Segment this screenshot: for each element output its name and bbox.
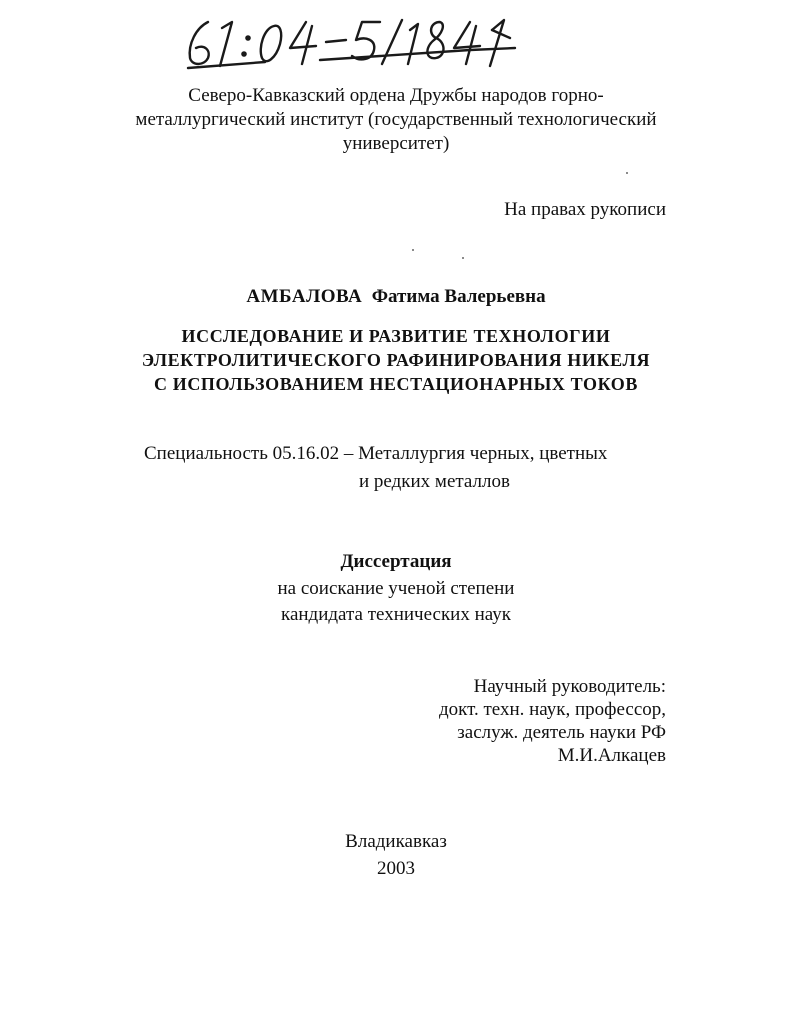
specialty-line-2: и редких металлов bbox=[359, 471, 510, 492]
work-type-line-2: кандидата технических наук bbox=[281, 604, 511, 625]
author-given-names: Фатима Валерьевна bbox=[371, 286, 546, 307]
title-line-1: ИССЛЕДОВАНИЕ И РАЗВИТИЕ ТЕХНОЛОГИИ bbox=[181, 326, 611, 346]
scan-speck bbox=[626, 172, 628, 174]
title-line-3: С ИСПОЛЬЗОВАНИЕМ НЕСТАЦИОНАРНЫХ ТОКОВ bbox=[154, 374, 638, 394]
city: Владикавказ bbox=[345, 831, 447, 852]
handwritten-catalog-number-drawing bbox=[170, 8, 550, 78]
supervisor-label: Научный руководитель: bbox=[473, 676, 666, 697]
supervisor-honor: заслуж. деятель науки РФ bbox=[457, 722, 666, 743]
institution-line-1: Северо-Кавказский ордена Дружбы народов горно- bbox=[188, 85, 604, 106]
supervisor-degree: докт. техн. наук, профессор, bbox=[438, 699, 666, 720]
year: 2003 bbox=[377, 858, 415, 879]
specialty-line-1: Специальность 05.16.02 – Металлургия черных, цветных bbox=[144, 443, 608, 464]
author-surname: АМБАЛОВА bbox=[246, 286, 363, 307]
handwritten-catalog-number bbox=[170, 8, 550, 78]
supervisor-name: М.И.Алкацев bbox=[557, 745, 666, 766]
scan-speck bbox=[412, 249, 414, 251]
institution-line-2: металлургический институт (государственный технологический bbox=[135, 109, 657, 130]
work-type-heading: Диссертация bbox=[340, 551, 452, 572]
title-line-2: ЭЛЕКТРОЛИТИЧЕСКОГО РАФИНИРОВАНИЯ НИКЕЛЯ bbox=[141, 350, 651, 370]
scan-speck bbox=[462, 257, 464, 259]
manuscript-rights: На правах рукописи bbox=[504, 199, 666, 220]
work-type-line-1: на соискание ученой степени bbox=[277, 578, 515, 599]
author-name bbox=[0, 285, 792, 309]
institution-line-3: университет) bbox=[342, 133, 450, 154]
